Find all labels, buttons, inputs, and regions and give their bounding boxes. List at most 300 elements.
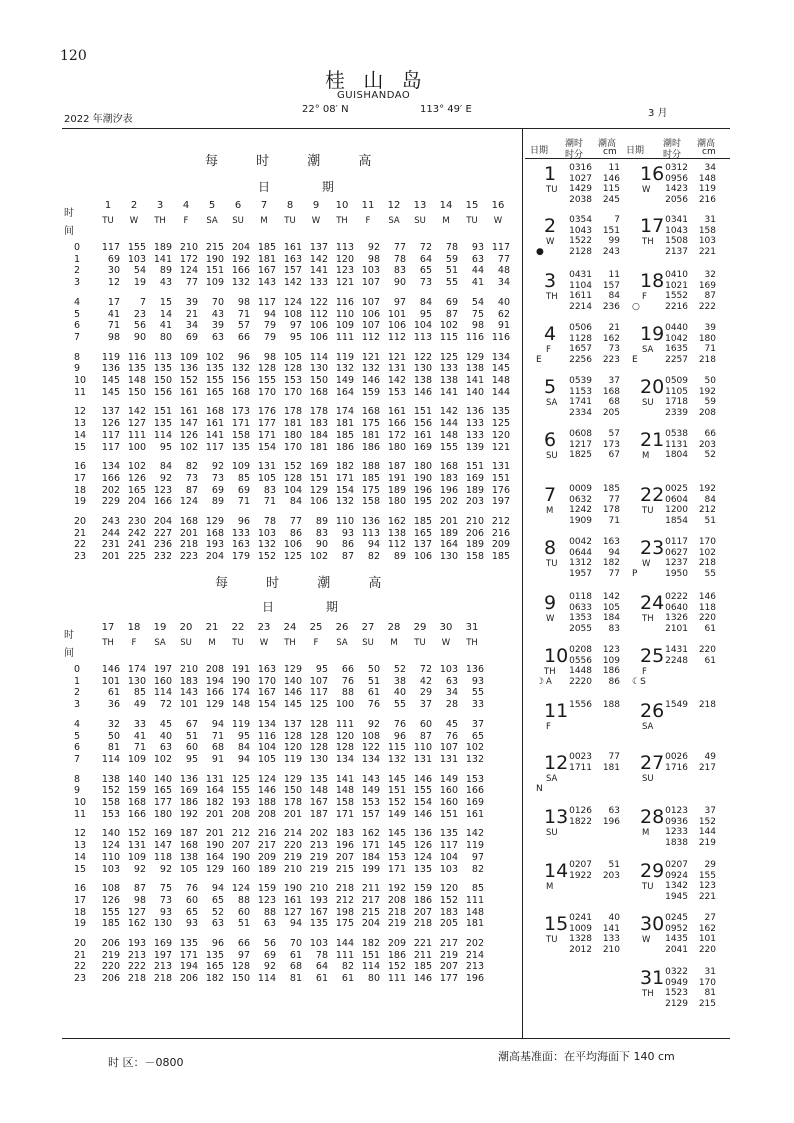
- tide-height-cell: 60: [419, 718, 432, 730]
- tide-height-cell: 143: [361, 773, 380, 785]
- part1-weekday: SA: [388, 216, 400, 226]
- hour-label: 5: [74, 730, 81, 742]
- tide-height-cell: 34: [497, 277, 510, 289]
- tide-height-cell: 84: [237, 742, 250, 754]
- tide-height-cell: 132: [361, 363, 380, 375]
- part1-day-10: 10: [335, 200, 349, 211]
- tide-height-cell: 225: [127, 551, 146, 563]
- tide-height-cell: 68: [211, 742, 224, 754]
- tide-height-cell: 65: [419, 265, 432, 277]
- tide-height-cell: 165: [127, 484, 146, 496]
- tide-height-cell: 85: [471, 883, 484, 895]
- tide-height-cell: 185: [101, 918, 120, 930]
- tide-height-cell: 76: [393, 718, 406, 730]
- tide-height-cell: 192: [179, 808, 198, 820]
- tide-height-cell: 175: [361, 484, 380, 496]
- tide-heights: 29 155 123 221: [698, 860, 716, 902]
- tide-height-cell: 146: [257, 785, 276, 797]
- weekday: TH: [642, 614, 654, 624]
- tide-times: 0506 1128 1657 2256: [569, 323, 592, 365]
- tide-height-cell: 127: [283, 906, 302, 918]
- tide-height-cell: 213: [127, 949, 146, 961]
- hour-label: 23: [74, 973, 87, 985]
- tide-height-cell: 153: [387, 851, 406, 863]
- part1-hour-row: [62, 551, 522, 562]
- tide-height-cell: 43: [159, 277, 172, 289]
- tide-height-cell: 103: [439, 863, 458, 875]
- tide-height-cell: 76: [185, 883, 198, 895]
- tide-height-cell: 106: [283, 539, 302, 551]
- weekday: M: [546, 506, 554, 516]
- footer-rule: [62, 1038, 730, 1039]
- tide-height-cell: 195: [413, 496, 432, 508]
- tide-height-cell: 136: [413, 828, 432, 840]
- hour-label: 1: [74, 253, 81, 265]
- tide-height-cell: 110: [101, 851, 120, 863]
- hour-label: 17: [74, 472, 87, 484]
- part1-hour-row: [62, 320, 522, 331]
- tide-height-cell: 140: [465, 386, 484, 398]
- tide-height-cell: 174: [231, 687, 250, 699]
- tide-height-cell: 129: [205, 516, 224, 527]
- tide-height-cell: 162: [387, 516, 406, 527]
- hour-label: 0: [74, 242, 81, 253]
- tide-height-cell: 174: [335, 406, 354, 418]
- tide-height-cell: 191: [387, 472, 406, 484]
- tide-height-cell: 60: [185, 894, 198, 906]
- tide-height-cell: 204: [153, 516, 172, 527]
- part2-weekday: SU: [362, 638, 374, 648]
- tide-height-cell: 107: [309, 675, 328, 687]
- tide-height-cell: 89: [159, 265, 172, 277]
- part2-weekday: W: [259, 638, 269, 648]
- tide-height-cell: 69: [237, 484, 250, 496]
- tide-height-cell: 155: [257, 375, 276, 386]
- tide-height-cell: 94: [211, 883, 224, 895]
- tide-height-cell: 169: [153, 938, 172, 949]
- tide-height-cell: 89: [393, 551, 406, 563]
- tide-height-cell: 214: [465, 949, 484, 961]
- weekday: SU: [546, 451, 558, 461]
- tide-height-cell: 183: [179, 675, 198, 687]
- tide-height-cell: 142: [465, 828, 484, 840]
- tide-height-cell: 223: [179, 551, 198, 563]
- tide-height-cell: 97: [471, 851, 484, 863]
- tide-height-cell: 129: [283, 664, 302, 675]
- tide-height-cell: 185: [335, 429, 354, 441]
- tide-height-cell: 71: [237, 496, 250, 508]
- weekday: W: [642, 559, 651, 569]
- tide-height-cell: 170: [257, 386, 276, 398]
- tide-height-cell: 146: [413, 973, 432, 985]
- tide-height-cell: 92: [133, 863, 146, 875]
- tide-height-cell: 201: [439, 516, 458, 527]
- tide-height-cell: 75: [159, 883, 172, 895]
- tide-heights: 188: [602, 700, 620, 710]
- tide-height-cell: 213: [309, 840, 328, 852]
- longitude: 113° 49′ E: [420, 104, 472, 115]
- tide-height-cell: 130: [309, 753, 328, 765]
- tide-height-cell: 116: [335, 296, 354, 308]
- part2-hour-row: [62, 938, 522, 949]
- part1-hour-row: [62, 418, 522, 429]
- tide-height-cell: 131: [205, 773, 224, 785]
- part1-hour-row: [62, 363, 522, 374]
- tide-times: 0608 1217 1825: [569, 429, 592, 460]
- tide-height-cell: 83: [263, 484, 276, 496]
- part2-weekday: F: [131, 638, 137, 648]
- tide-height-cell: 103: [101, 863, 120, 875]
- day-number: 2: [544, 215, 557, 237]
- tide-height-cell: 112: [387, 331, 406, 343]
- tide-heights: 27 162 101 220: [698, 913, 716, 955]
- tide-height-cell: 153: [283, 375, 302, 386]
- tide-height-cell: 109: [127, 753, 146, 765]
- hour-label: 14: [74, 429, 87, 441]
- tide-height-cell: 163: [231, 539, 250, 551]
- tide-height-cell: 148: [231, 699, 250, 711]
- tide-height-cell: 121: [387, 351, 406, 363]
- tide-height-cell: 208: [231, 808, 250, 820]
- tide-height-cell: 160: [153, 675, 172, 687]
- tide-height-cell: 83: [315, 527, 328, 539]
- tide-height-cell: 93: [159, 906, 172, 918]
- tide-height-cell: 164: [205, 851, 224, 863]
- tide-height-cell: 132: [257, 539, 276, 551]
- tide-height-cell: 128: [283, 363, 302, 375]
- tide-height-cell: 134: [491, 351, 510, 363]
- tide-height-cell: 116: [257, 730, 276, 742]
- tide-height-cell: 68: [289, 961, 302, 973]
- tide-height-cell: 131: [439, 753, 458, 765]
- tide-height-cell: 137: [413, 539, 432, 551]
- tide-height-cell: 78: [315, 949, 328, 961]
- tide-height-cell: 147: [153, 840, 172, 852]
- part2-day-21: 21: [205, 622, 219, 633]
- part1-day-4: 4: [182, 200, 190, 211]
- tide-height-cell: 185: [361, 472, 380, 484]
- tide-heights: 50 192 59 208: [698, 376, 716, 418]
- part2-hour-row: [62, 742, 522, 753]
- tide-height-cell: 153: [465, 773, 484, 785]
- tide-height-cell: 142: [309, 253, 328, 265]
- tide-height-cell: 126: [101, 418, 120, 430]
- tide-height-cell: 113: [361, 527, 380, 539]
- tide-height-cell: 196: [413, 484, 432, 496]
- tide-height-cell: 153: [101, 808, 120, 820]
- tide-height-cell: 150: [153, 375, 172, 386]
- tide-height-cell: 172: [179, 253, 198, 265]
- tide-height-cell: 50: [367, 664, 380, 675]
- datum-label: 潮高基准面：在平均海面下 140 cm: [498, 1050, 675, 1063]
- tide-heights: 163 94 182 77: [602, 537, 620, 579]
- tide-height-cell: 184: [309, 429, 328, 441]
- tide-height-cell: 125: [491, 418, 510, 430]
- part2-hour-row: [62, 687, 522, 698]
- tide-height-cell: 206: [465, 527, 484, 539]
- side-header-time-l: 潮时: [565, 139, 584, 149]
- tide-height-cell: 145: [101, 386, 120, 398]
- tide-height-cell: 210: [179, 242, 198, 253]
- tide-height-cell: 180: [153, 808, 172, 820]
- tide-height-cell: 75: [471, 308, 484, 320]
- tide-height-cell: 114: [361, 961, 380, 973]
- tide-height-cell: 37: [419, 699, 432, 711]
- part2-hour-row: [62, 852, 522, 863]
- tide-height-cell: 103: [439, 664, 458, 675]
- tide-height-cell: 92: [367, 242, 380, 253]
- tide-height-cell: 80: [159, 331, 172, 343]
- tide-height-cell: 138: [387, 527, 406, 539]
- tide-height-cell: 109: [179, 351, 198, 363]
- tide-heights: 146 118 220 61: [698, 592, 716, 634]
- tide-height-cell: 174: [127, 664, 146, 675]
- tide-height-cell: 244: [101, 527, 120, 539]
- column-divider: [522, 128, 523, 1038]
- hour-label: 4: [74, 718, 81, 730]
- part1-hour-row: [62, 473, 522, 484]
- tide-height-cell: 105: [283, 351, 302, 363]
- tide-height-cell: 134: [257, 718, 276, 730]
- tide-height-cell: 89: [315, 516, 328, 527]
- tide-height-cell: 157: [361, 808, 380, 820]
- tide-height-cell: 217: [439, 938, 458, 949]
- tide-height-cell: 185: [413, 516, 432, 527]
- tide-height-cell: 179: [231, 551, 250, 563]
- tide-height-cell: 93: [471, 675, 484, 687]
- tide-height-cell: 48: [497, 265, 510, 277]
- tide-height-cell: 161: [283, 894, 302, 906]
- tide-heights: 192 84 212 51: [698, 484, 716, 526]
- tide-height-cell: 109: [127, 851, 146, 863]
- day-number: 6: [544, 429, 557, 451]
- tide-height-cell: 82: [341, 961, 354, 973]
- tide-height-cell: 148: [127, 375, 146, 386]
- tide-height-cell: 90: [315, 539, 328, 551]
- weekday: M: [642, 828, 650, 838]
- tide-height-cell: 77: [185, 277, 198, 289]
- tide-height-cell: 77: [289, 516, 302, 527]
- tide-height-cell: 130: [153, 918, 172, 930]
- tide-height-cell: 39: [211, 320, 224, 332]
- tide-height-cell: 167: [309, 906, 328, 918]
- tide-height-cell: 190: [231, 675, 250, 687]
- tide-times: 0042 0644 1312 1957: [569, 537, 592, 579]
- part2-weekday: SA: [336, 638, 348, 648]
- tide-height-cell: 111: [335, 331, 354, 343]
- tide-height-cell: 21: [185, 308, 198, 320]
- tide-height-cell: 106: [309, 331, 328, 343]
- tide-height-cell: 82: [367, 551, 380, 563]
- tide-height-cell: 135: [179, 938, 198, 949]
- tide-height-cell: 201: [101, 551, 120, 563]
- tide-height-cell: 130: [439, 551, 458, 563]
- tide-height-cell: 119: [101, 351, 120, 363]
- tide-height-cell: 71: [211, 730, 224, 742]
- tide-height-cell: 218: [127, 973, 146, 985]
- tide-height-cell: 166: [101, 472, 120, 484]
- tide-height-cell: 124: [179, 496, 198, 508]
- part1-hour-row: [62, 309, 522, 320]
- part1-hour-row: [62, 297, 522, 308]
- part2-hour-row: [62, 828, 522, 839]
- tide-height-cell: 188: [361, 461, 380, 473]
- weekday: TU: [642, 506, 654, 516]
- hour-label: 14: [74, 851, 87, 863]
- side-header-time-sub-r: 时分: [663, 150, 682, 160]
- tide-height-cell: 149: [361, 785, 380, 797]
- tide-height-cell: 152: [387, 961, 406, 973]
- tide-height-cell: 49: [133, 699, 146, 711]
- page-title-en: GUISHANDAO: [337, 90, 411, 101]
- tide-height-cell: 133: [309, 277, 328, 289]
- weekday: TH: [642, 989, 654, 999]
- tide-height-cell: 220: [283, 840, 302, 852]
- tide-height-cell: 141: [153, 253, 172, 265]
- tide-height-cell: 138: [439, 375, 458, 386]
- tide-height-cell: 168: [179, 516, 198, 527]
- part1-day-1: 1: [104, 200, 112, 211]
- hour-label: 22: [74, 539, 87, 551]
- hour-label: 20: [74, 938, 87, 949]
- tide-height-cell: 70: [289, 938, 302, 949]
- part2-day-24: 24: [283, 622, 297, 633]
- part2-hour-row: [62, 950, 522, 961]
- hour-label: 15: [74, 863, 87, 875]
- tide-height-cell: 154: [335, 484, 354, 496]
- tide-height-cell: 67: [185, 718, 198, 730]
- tide-height-cell: 146: [413, 808, 432, 820]
- tide-height-cell: 219: [309, 863, 328, 875]
- tide-times: 0208 0556 1448 2220: [569, 645, 592, 687]
- tide-height-cell: 185: [413, 961, 432, 973]
- tide-height-cell: 189: [153, 242, 172, 253]
- tide-height-cell: 150: [127, 386, 146, 398]
- hour-label: 10: [74, 375, 87, 386]
- tide-height-cell: 92: [367, 718, 380, 730]
- tide-height-cell: 169: [179, 785, 198, 797]
- tide-height-cell: 204: [205, 551, 224, 563]
- tide-height-cell: 129: [309, 484, 328, 496]
- tide-height-cell: 196: [465, 973, 484, 985]
- tide-height-cell: 216: [491, 527, 510, 539]
- part1-hour-row: [62, 516, 522, 527]
- tide-height-cell: 152: [179, 375, 198, 386]
- part2-hour-row: [62, 731, 522, 742]
- tide-times: 0316 1027 1429 2038: [569, 163, 592, 205]
- tide-height-cell: 65: [211, 894, 224, 906]
- tide-height-cell: 104: [283, 484, 302, 496]
- phase-symbol: ○: [632, 302, 640, 312]
- hour-label: 3: [74, 699, 81, 711]
- part1-weekday: TU: [466, 216, 478, 226]
- tide-height-cell: 229: [101, 496, 120, 508]
- weekday: F: [642, 667, 647, 677]
- tide-height-cell: 115: [439, 331, 458, 343]
- tide-height-cell: 149: [335, 375, 354, 386]
- tide-height-cell: 137: [283, 718, 302, 730]
- part2-day-30: 30: [439, 622, 453, 633]
- tide-height-cell: 151: [491, 472, 510, 484]
- tide-height-cell: 34: [445, 687, 458, 699]
- tide-height-cell: 110: [413, 742, 432, 754]
- day-number: 7: [544, 484, 557, 506]
- tide-height-cell: 77: [393, 242, 406, 253]
- tide-height-cell: 108: [361, 730, 380, 742]
- tide-height-cell: 66: [341, 664, 354, 675]
- tide-height-cell: 209: [491, 539, 510, 551]
- tide-height-cell: 164: [439, 539, 458, 551]
- tide-height-cell: 202: [439, 496, 458, 508]
- tide-height-cell: 94: [289, 918, 302, 930]
- tide-height-cell: 114: [153, 429, 172, 441]
- tide-height-cell: 88: [263, 906, 276, 918]
- tide-height-cell: 204: [361, 918, 380, 930]
- tide-height-cell: 141: [439, 386, 458, 398]
- tide-height-cell: 152: [101, 785, 120, 797]
- tide-height-cell: 164: [205, 785, 224, 797]
- tide-height-cell: 72: [159, 699, 172, 711]
- tide-height-cell: 199: [361, 863, 380, 875]
- tide-times: 0539 1153 1741 2334: [569, 376, 592, 418]
- tide-height-cell: 120: [283, 742, 302, 754]
- day-number: 30: [640, 913, 665, 935]
- phase-symbol: P: [632, 569, 638, 579]
- tide-height-cell: 114: [101, 753, 120, 765]
- tide-height-cell: 125: [309, 699, 328, 711]
- tide-height-cell: 161: [179, 386, 198, 398]
- part1-day-3: 3: [156, 200, 164, 211]
- tide-height-cell: 159: [257, 883, 276, 895]
- weekday: SA: [546, 398, 558, 408]
- tide-height-cell: 166: [465, 785, 484, 797]
- day-number: 19: [640, 323, 665, 345]
- tide-height-cell: 61: [341, 973, 354, 985]
- tide-height-cell: 84: [159, 461, 172, 473]
- hour-label-bottom-2: 间: [64, 648, 74, 659]
- header-rule: [62, 128, 730, 129]
- tide-height-cell: 125: [439, 351, 458, 363]
- hour-label: 1: [74, 675, 81, 687]
- tide-height-cell: 103: [309, 938, 328, 949]
- tide-height-cell: 144: [335, 938, 354, 949]
- tide-height-cell: 134: [335, 753, 354, 765]
- tide-height-cell: 171: [387, 863, 406, 875]
- tide-height-cell: 215: [361, 906, 380, 918]
- tide-height-cell: 135: [127, 363, 146, 375]
- tide-height-cell: 92: [159, 863, 172, 875]
- tide-height-cell: 163: [257, 664, 276, 675]
- tide-height-cell: 178: [283, 406, 302, 418]
- part2-hour-row: [62, 809, 522, 820]
- tide-height-cell: 135: [439, 828, 458, 840]
- tide-height-cell: 141: [465, 375, 484, 386]
- tide-height-cell: 109: [335, 320, 354, 332]
- part1-hour-row: [62, 430, 522, 441]
- tide-height-cell: 189: [465, 539, 484, 551]
- tide-height-cell: 219: [283, 851, 302, 863]
- hourly-title-1: 每 时 潮 高: [205, 154, 372, 169]
- weekday: W: [546, 614, 555, 624]
- tide-height-cell: 190: [205, 253, 224, 265]
- tide-height-cell: 17: [107, 296, 120, 308]
- tide-height-cell: 43: [211, 308, 224, 320]
- tide-height-cell: 160: [439, 797, 458, 808]
- tide-height-cell: 124: [257, 773, 276, 785]
- tide-height-cell: 131: [491, 461, 510, 473]
- tide-height-cell: 206: [179, 973, 198, 985]
- tide-height-cell: 129: [205, 863, 224, 875]
